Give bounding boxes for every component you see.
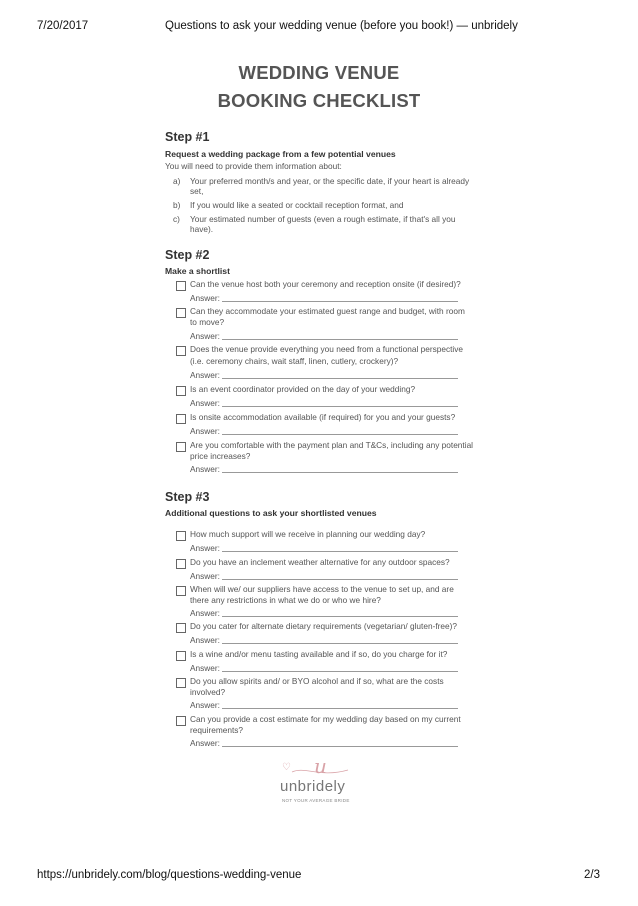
step3-subheading: Additional questions to ask your shortlisted venues — [165, 508, 377, 518]
answer-label: Answer: — [190, 426, 220, 436]
question-text-cont: price increases? — [190, 451, 251, 461]
checkbox[interactable] — [176, 386, 186, 396]
step2-heading: Step #2 — [165, 248, 210, 262]
answer-label: Answer: — [190, 370, 220, 380]
checkbox[interactable] — [176, 716, 186, 726]
checkbox[interactable] — [176, 623, 186, 633]
unbridely-logo — [270, 754, 370, 810]
question-text: Do you have an inclement weather alternative for any outdoor spaces? — [190, 557, 450, 567]
answer-line[interactable] — [222, 671, 458, 672]
answer-line[interactable] — [222, 434, 458, 435]
step3-heading: Step #3 — [165, 490, 210, 504]
question-text: Is onsite accommodation available (if required) for you and your guests? — [190, 412, 456, 422]
question-text: When will we/ our suppliers have access to the venue to set up, and are — [190, 584, 454, 594]
checkbox[interactable] — [176, 586, 186, 596]
answer-line[interactable] — [222, 616, 458, 617]
list-item-text: Your estimated number of guests (even a rough estimate, if that's all you — [190, 214, 456, 224]
question-text: How much support will we receive in planning our wedding day? — [190, 529, 426, 539]
answer-label: Answer: — [190, 663, 220, 673]
step2-subheading: Make a shortlist — [165, 266, 230, 276]
answer-line[interactable] — [222, 551, 458, 552]
answer-line[interactable] — [222, 643, 458, 644]
question-text-cont: to move? — [190, 317, 225, 327]
answer-label: Answer: — [190, 700, 220, 710]
answer-line[interactable] — [222, 746, 458, 747]
question-text: Can you provide a cost estimate for my wedding day based on my current — [190, 714, 461, 724]
answer-label: Answer: — [190, 738, 220, 748]
step1-heading: Step #1 — [165, 130, 210, 144]
question-text: Do you cater for alternate dietary requirements (vegetarian/ gluten-free)? — [190, 621, 458, 631]
print-date: 7/20/2017 — [37, 20, 89, 32]
checkbox[interactable] — [176, 442, 186, 452]
answer-line[interactable] — [222, 579, 458, 580]
answer-line[interactable] — [222, 472, 458, 473]
question-text-cont: requirements? — [190, 725, 244, 735]
logo-tagline: NOT YOUR AVERAGE BRIDE — [282, 798, 350, 803]
list-item-text: If you would like a seated or cocktail reception format, and — [190, 200, 404, 210]
list-marker: c) — [173, 214, 180, 224]
answer-label: Answer: — [190, 464, 220, 474]
checkbox[interactable] — [176, 281, 186, 291]
question-text-cont: there any restrictions in what we do or who we hire? — [190, 595, 381, 605]
print-url: https://unbridely.com/blog/questions-wedding-venue — [37, 869, 302, 881]
heart-icon: ♡ — [282, 762, 291, 773]
question-text: Do you allow spirits and/ or BYO alcohol and if so, what are the costs — [190, 676, 444, 686]
answer-label: Answer: — [190, 331, 220, 341]
answer-line[interactable] — [222, 378, 458, 379]
print-page-title: Questions to ask your wedding venue (before you book!) — unbridely — [165, 20, 518, 32]
answer-label: Answer: — [190, 635, 220, 645]
question-text: Is a wine and/or menu tasting available and if so, do you charge for it? — [190, 649, 448, 659]
question-text: Is an event coordinator provided on the day of your wedding? — [190, 384, 416, 394]
step1-intro: You will need to provide them information about: — [165, 161, 342, 171]
question-text: Can they accommodate your estimated guest range and budget, with room — [190, 306, 465, 316]
question-text-cont: involved? — [190, 687, 226, 697]
checkbox[interactable] — [176, 414, 186, 424]
question-text: Does the venue provide everything you need from a functional perspective — [190, 344, 464, 354]
question-text: Are you comfortable with the payment plan and T&Cs, including any potential — [190, 440, 474, 450]
step1-subheading: Request a wedding package from a few potential venues — [165, 149, 396, 159]
answer-line[interactable] — [222, 708, 458, 709]
question-text: Can the venue host both your ceremony and reception onsite (if desired)? — [190, 279, 461, 289]
answer-line[interactable] — [222, 339, 458, 340]
answer-line[interactable] — [222, 301, 458, 302]
answer-label: Answer: — [190, 571, 220, 581]
list-item-text-cont: have). — [190, 224, 214, 234]
checkbox[interactable] — [176, 678, 186, 688]
checkbox[interactable] — [176, 559, 186, 569]
list-item-text-cont: set, — [190, 186, 204, 196]
answer-label: Answer: — [190, 398, 220, 408]
answer-label: Answer: — [190, 293, 220, 303]
script-u-mark: u — [314, 754, 327, 778]
checkbox[interactable] — [176, 346, 186, 356]
checklist-title-line2: BOOKING CHECKLIST — [217, 90, 421, 111]
question-text-cont: (i.e. ceremony chairs, wait staff, linen, cutlery, crockery)? — [190, 356, 399, 366]
checkbox[interactable] — [176, 531, 186, 541]
logo-wordmark: unbridely — [280, 778, 346, 795]
list-item-text: Your preferred month/s and year, or the specific date, if your heart is already — [190, 176, 470, 186]
answer-label: Answer: — [190, 543, 220, 553]
checklist-title-line1: WEDDING VENUE — [238, 62, 400, 83]
list-marker: b) — [173, 200, 181, 210]
list-marker: a) — [173, 176, 181, 186]
checkbox[interactable] — [176, 308, 186, 318]
answer-line[interactable] — [222, 406, 458, 407]
answer-label: Answer: — [190, 608, 220, 618]
checkbox[interactable] — [176, 651, 186, 661]
print-page-number: 2/3 — [584, 869, 600, 881]
